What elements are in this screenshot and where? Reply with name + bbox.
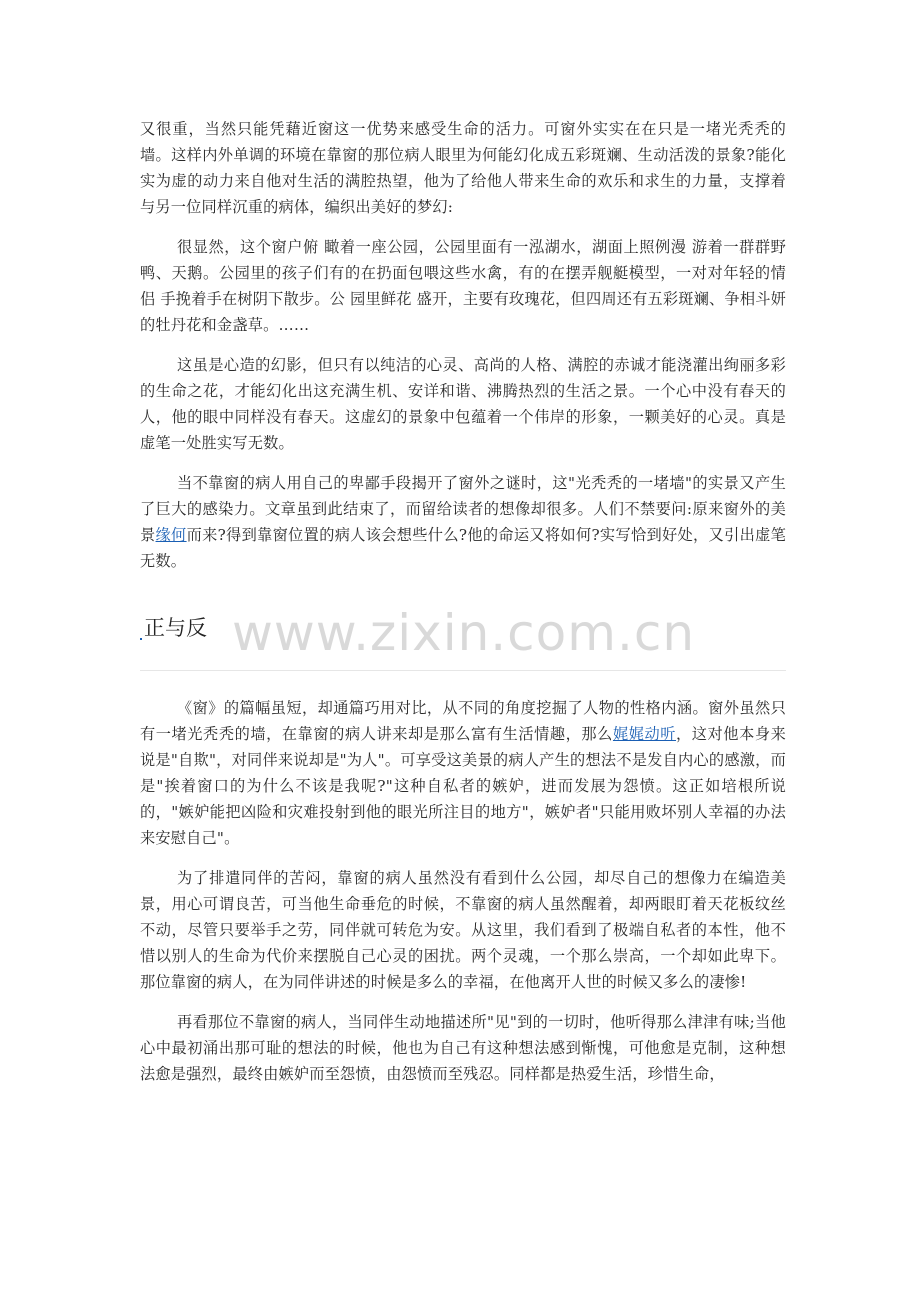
link-weiweidongting[interactable]: 娓娓动听: [612, 725, 677, 743]
article-body: [140, 116, 786, 1087]
link-yuanhe[interactable]: 缘何: [155, 526, 187, 544]
paragraph-4-text-before: 当不靠窗的病人用自己的卑鄙手段揭开了窗外之谜时，这"光秃秃的一堵墙"的实景又产生了巨大的感染力。文章虽到此结束了，而留给读者的想像却很多。人们不禁要问:原来窗外的美景: [140, 474, 786, 544]
paragraph-5-text-before: 《窗》的篇幅虽短，却通篇巧用对比，从不同的角度挖掘了人物的性格内涵。窗外虽然只有一堵光秃秃的墙，在靠窗的病人讲来却是那么富有生活情趣，那么: [140, 699, 786, 743]
paragraph-1: 又很重，当然只能凭藉近窗这一优势来感受生命的活力。可窗外实实在在只是一堵光秃秃的墙。这样内外单调的环境在靠窗的那位病人眼里为何能幻化成五彩斑斓、生动活泼的景象?能化实为虚的动力来自他对生活的满腔热望，他为了给他人带来生命的欢乐和求生的力量，支撑着与另一位同样沉重的病体，编织出美好的梦幻:: [140, 120, 786, 216]
paragraph-5: [140, 695, 786, 851]
watermark-text: www.zixin.com.cn: [232, 604, 696, 662]
heading-bullet-icon: [140, 638, 142, 640]
paragraph-4: [140, 470, 786, 574]
paragraph-3: 这虽是心造的幻影，但只有以纯洁的心灵、高尚的人格、满腔的赤诚才能浇灌出绚丽多彩的生命之花，才能幻化出这充满生机、安详和谐、沸腾热烈的生活之景。一个心中没有春天的人，他的眼中同样没有春天。这虚幻的景象中包蕴着一个伟岸的形象，一颗美好的心灵。真是虚笔一处胜实写无数。: [140, 356, 786, 452]
paragraph-7: 再看那位不靠窗的病人，当同伴生动地描述所"见"到的一切时，他听得那么津津有味;当他心中最初涌出那可耻的想法的时候，他也为自己有这种想法感到惭愧，可他愈是克制，这种想法愈是强烈，最终由嫉妒而至怨愤，由怨愤而至残忍。同样都是热爱生活，珍惜生命，: [140, 1013, 786, 1083]
paragraph-6: 为了排遣同伴的苦闷，靠窗的病人虽然没有看到什么公园，却尽自己的想像力在编造美景，用心可谓良苦，可当他生命垂危的时候，不靠窗的病人虽然醒着，却两眼盯着天花板纹丝不动，尽管只要举手之劳，同伴就可转危为安。从这里，我们看到了极端自私者的本性，他不惜以别人的生命为代价来摆脱自己心灵的困扰。两个灵魂，一个那么崇高，一个却如此卑下。那位靠窗的病人，在为同伴讲述的时候是多么的幸福，在他离开人世的时候又多么的凄惨!: [140, 869, 786, 991]
section-heading-block: [140, 608, 786, 671]
section-heading: 正与反: [144, 616, 207, 640]
paragraph-2: 很显然，这个窗户俯 瞰着一座公园，公园里面有一泓湖水，湖面上照例漫 游着一群群野鸭、天鹅。公园里的孩子们有的在扔面包喂这些水禽，有的在摆弄舰艇模型，一对对年轻的情侣 手挽着手在树阴下散步。公 园里鲜花 盛开，主要有玫瑰花，但四周还有五彩斑斓、争相斗妍的牡丹花和金盏草。……: [140, 238, 786, 334]
paragraph-4-text-after: 而来?得到靠窗位置的病人该会想些什么?他的命运又将如何?实写恰到好处，又引出虚笔无数。: [140, 526, 787, 570]
paragraph-5-text-after: ，这对他本身来说是"自欺"，对同伴来说却是"为人"。可享受这美景的病人产生的想法不是发自内心的感激，而是"挨着窗口的为什么不该是我呢?"这种自私者的嫉妒，进而发展为怨愤。这正如培根所说的，"嫉妒能把凶险和灾难投射到他的眼光所注目的地方"，嫉妒者"只能用败坏别人幸福的办法来安慰自己"。: [140, 725, 786, 847]
